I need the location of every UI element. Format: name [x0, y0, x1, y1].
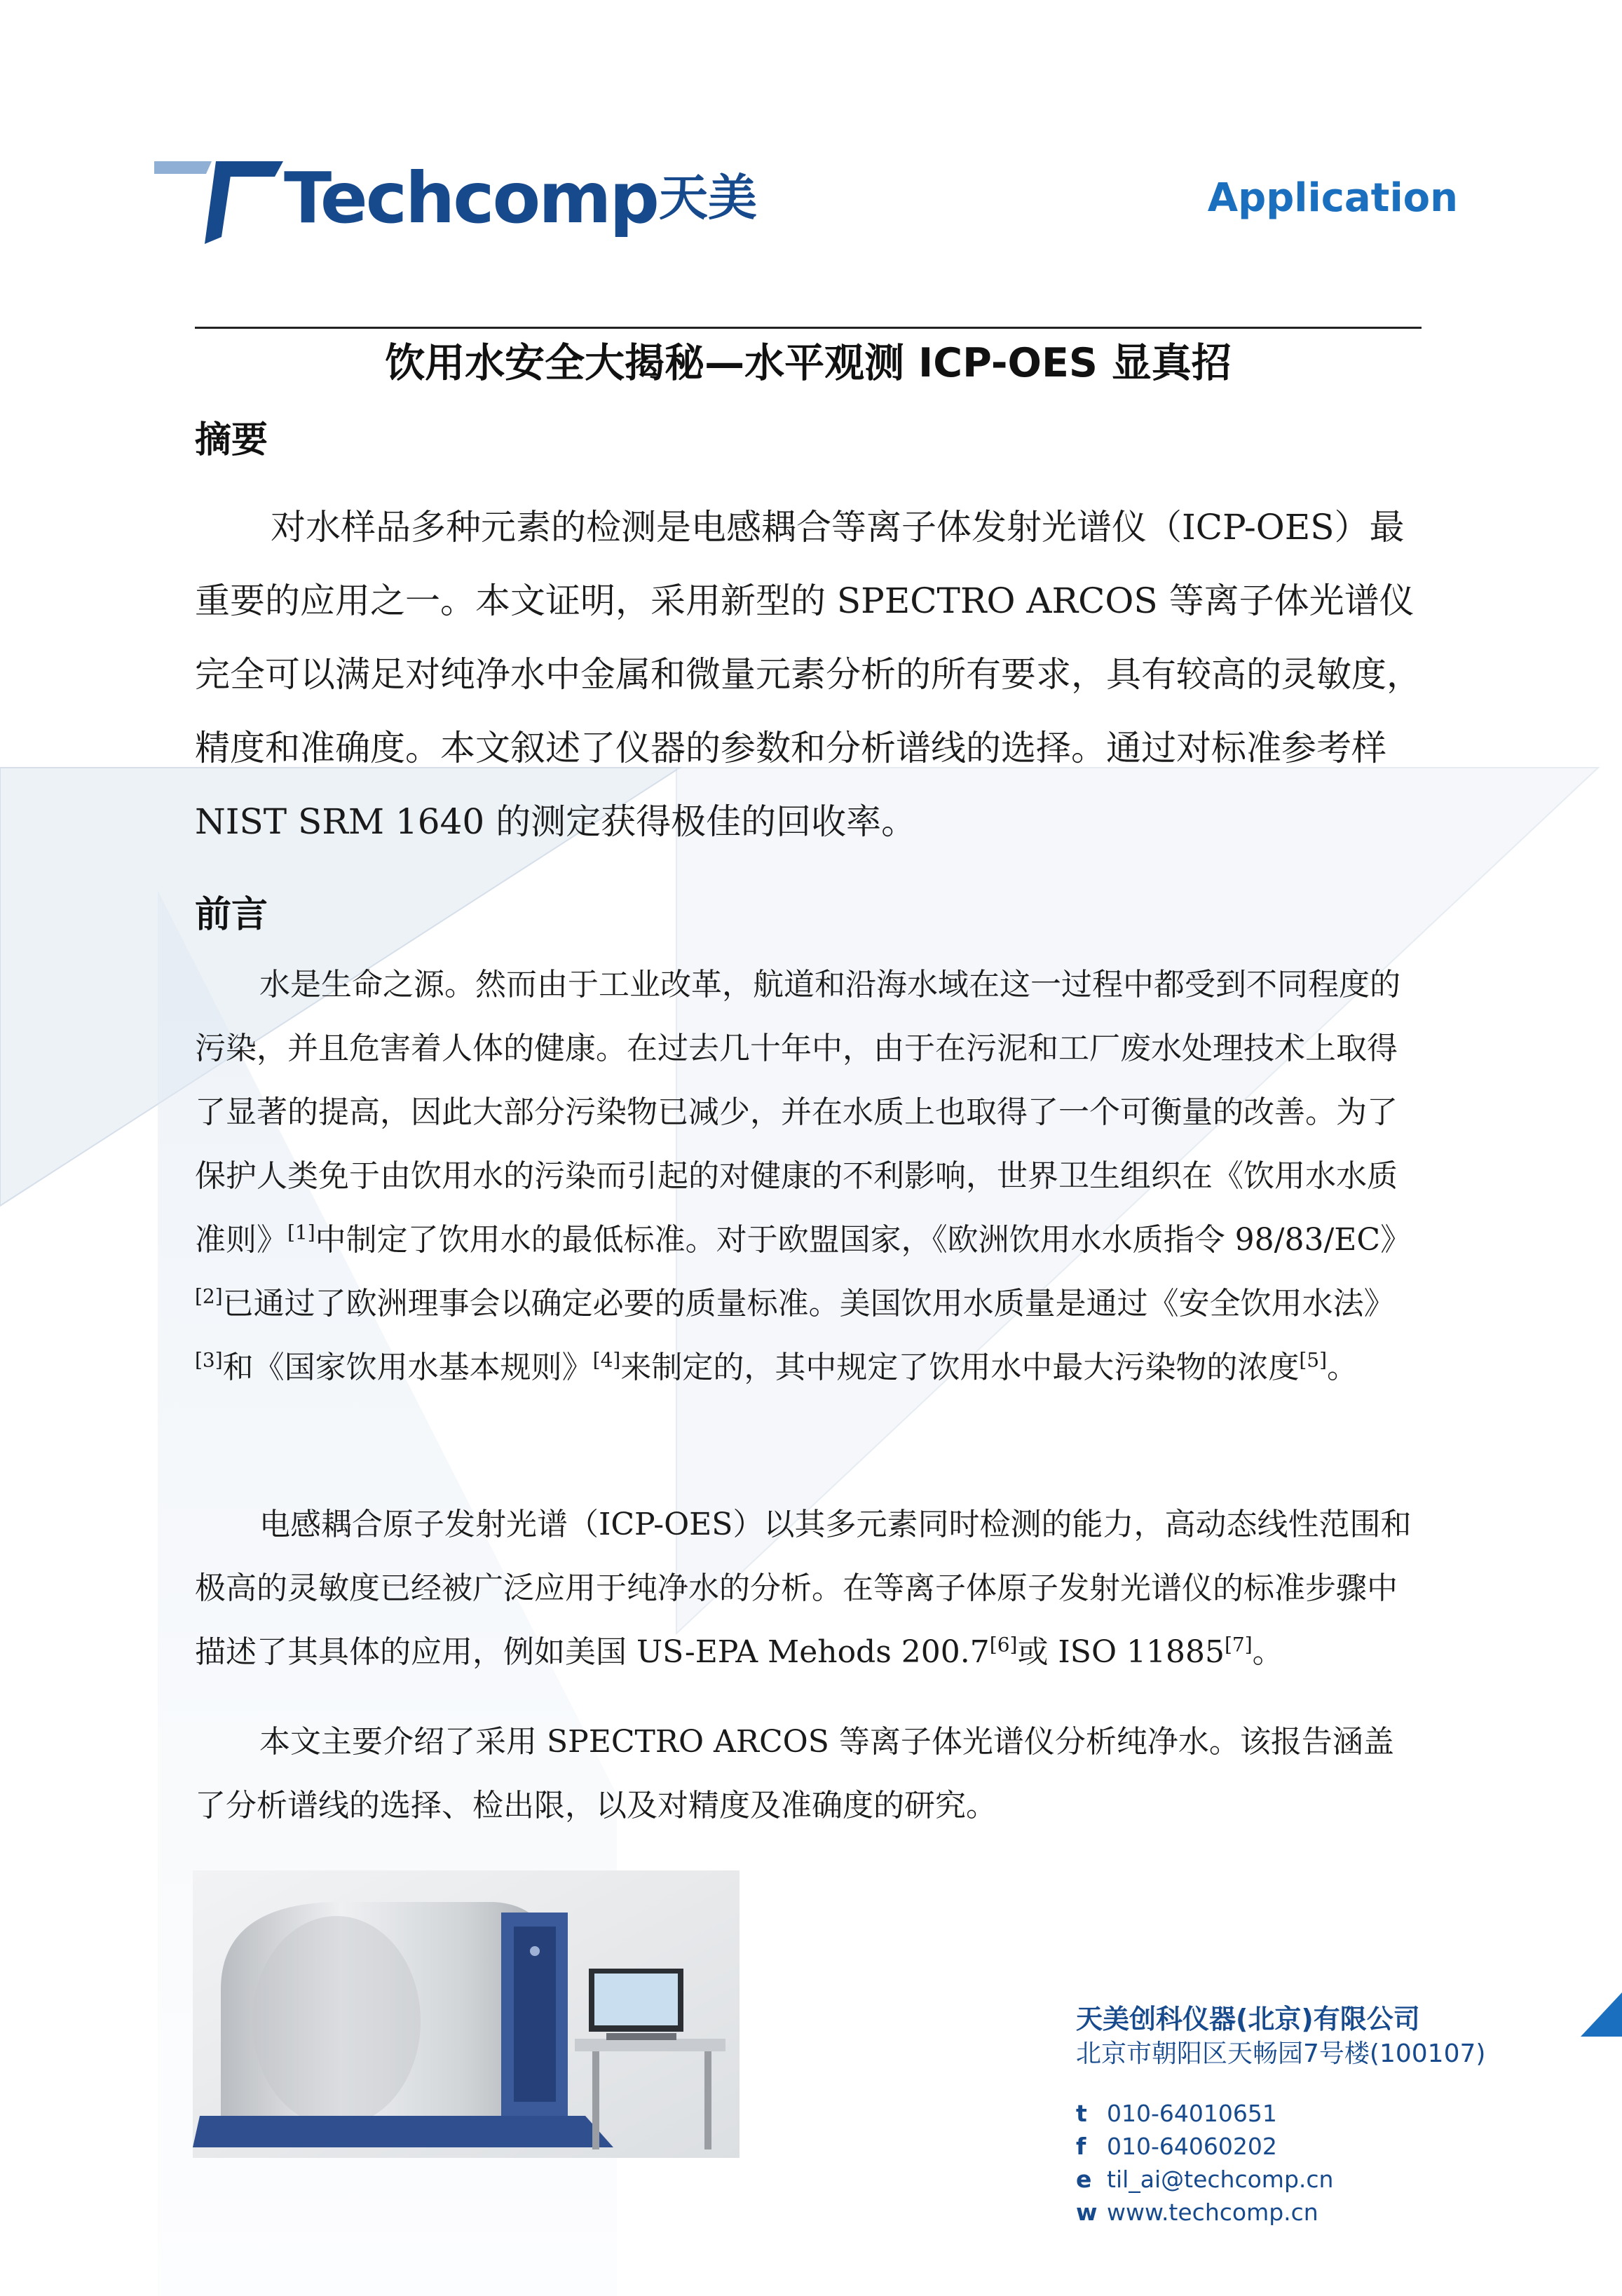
email-key: e [1076, 2166, 1092, 2193]
citation-ref: [7] [1224, 1633, 1253, 1657]
citation-ref: [5] [1299, 1348, 1328, 1372]
preface-paragraph-2 [195, 1493, 1418, 1684]
preface-paragraph-1 [195, 953, 1418, 1399]
citation-ref: [4] [592, 1348, 621, 1372]
icp-oes-instrument-photo [193, 1870, 740, 2158]
brand-name: Techcomp [284, 157, 657, 239]
fax-row [1076, 2130, 1485, 2163]
fax-key: f [1076, 2133, 1086, 2160]
email-address[interactable]: til_ai@techcomp.cn [1107, 2166, 1334, 2193]
citation-ref: [1] [287, 1221, 315, 1244]
phone-key: t [1076, 2100, 1087, 2127]
phone-number: 010-64010651 [1107, 2100, 1277, 2127]
application-label: Application [1207, 175, 1458, 221]
brand-chinese-name: 天美 [659, 169, 757, 226]
document-title: 饮用水安全大揭秘—水平观测 ICP-OES 显真招 [385, 340, 1232, 386]
preface-paragraph-3: 本文主要介绍了采用 SPECTRO ARCOS 等离子体光谱仪分析纯净水。该报告涵盖了分析谱线的选择、检出限，以及对精度及准确度的研究。 [195, 1724, 1394, 1823]
email-row [1076, 2163, 1485, 2196]
web-row [1076, 2196, 1485, 2229]
T-logo-icon [154, 153, 287, 244]
company-address: 北京市朝阳区天畅园7号楼(100107) [1076, 2039, 1486, 2068]
citation-ref: [2] [195, 1284, 223, 1308]
abstract-paragraph: 对水样品多种元素的检测是电感耦合等离子体发射光谱仪（ICP-OES）最重要的应用之一。本文证明，采用新型的 SPECTRO ARCOS 等离子体光谱仪完全可以满足对纯净水中金属和微量元素分析的所有要求，具有较高的灵敏度，精度和准确度。本文叙述了仪器的参数和分析谱线的选择。通过对标准参考样 NIST SRM 1640 的测定获得极佳的回收率。 [195, 507, 1422, 842]
website-link[interactable]: www.techcomp.cn [1107, 2199, 1318, 2226]
text-run: 已通过了欧洲理事会以确定必要的质量标准。美国饮用水质量是通过《安全饮用水法》 [222, 1286, 1395, 1322]
text-run: 。 [1327, 1350, 1358, 1385]
citation-ref: [3] [195, 1348, 223, 1372]
preface-heading: 前言 [195, 894, 268, 936]
text-run: 和《国家饮用水基本规则》 [222, 1350, 593, 1385]
web-key: w [1076, 2199, 1098, 2226]
techcomp-logo [154, 153, 778, 244]
phone-row [1076, 2097, 1485, 2130]
contact-block [1076, 2002, 1485, 2229]
fax-number: 010-64060202 [1107, 2133, 1277, 2160]
text-run: 来制定的，其中规定了饮用水中最大污染物的浓度 [620, 1350, 1300, 1385]
company-name: 天美创科仪器(北京)有限公司 [1076, 2004, 1420, 2035]
text-run: 电感耦合原子发射光谱（ICP-OES）以其多元素同时检测的能力，高动态线性范围和极高的灵敏度已经被广泛应用于纯净水的分析。在等离子体原子发射光谱仪的标准步骤中描述了其具体的应用，例如美国 US-EPA Mehods 200.7 [195, 1507, 1412, 1670]
text-run: 。 [1252, 1634, 1283, 1670]
title-divider [195, 327, 1422, 329]
citation-ref: [6] [989, 1633, 1018, 1657]
text-run: 或 ISO 11885 [1017, 1634, 1225, 1670]
text-run: 中制定了饮用水的最低标准。对于欧盟国家，《欧洲饮用水水质指令 98/83/EC》 [315, 1222, 1412, 1258]
abstract-heading: 摘要 [195, 419, 268, 461]
text-run: 水是生命之源。然而由于工业改革，航道和沿海水域在这一过程中都受到不同程度的污染，并且危害着人体的健康。在过去几十年中，由于在污泥和工厂废水处理技术上取得了显著的提高，因此大部分污染物已减少，并在水质上也取得了一个可衡量的改善。为了保护人类免于由饮用水的污染而引起的对健康的不利影响，世界卫生组织在《饮用水水质准则》 [195, 967, 1400, 1258]
